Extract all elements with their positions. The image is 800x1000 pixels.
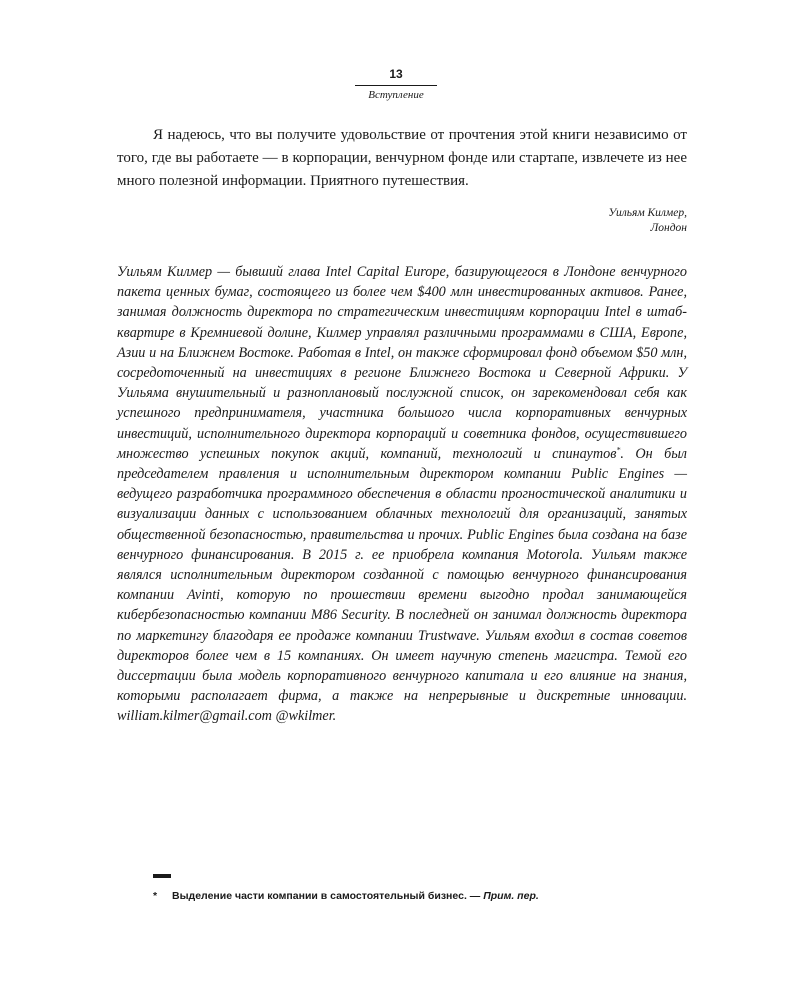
page-number: 13 [389,67,403,81]
intro-paragraph: Я надеюсь, что вы получите удовольствие от прочтения этой книги независимо от того, где вы работаете — в корпорации, венчурном фонде или стартапе, извлечете из нее много полезной информации. Приятного путешествия. [117,127,687,189]
page-header [355,66,437,102]
footnote-text: Выделение части компании в самостоятельный бизнес. — [172,890,481,902]
section-title: Вступление [368,89,424,101]
header-divider [355,85,437,86]
author-contact: william.kilmer@gmail.com @wkilmer. [117,708,337,725]
bio-text-part2: . Он был председателем правления и исполнительным директором компании Public Engines — ведущего разработчика программного обеспечения в области прогностической аналитики и визуализации данных с использованием облачных технологий для организаций, занятых общественной безопасностью, правительства и прочих. Public Engines была создана на базе венчурного финансирования. В 2015 г. ее приобрела компания Motorola. Уильям также являлся исполнительным директором созданной с помощью венчурного финансирования компании Avinti, которую по прошествии времени выгодно продал занимающейся кибербезопасностью компании M86 Security. В последней он занимал должность директора по маркетингу благодаря ее продаже компании Trustwave. Уильям входил в состав советов директоров более чем в 15 компаниях. Он имеет научную степень магистра. Темой его диссертации была модель корпоративного венчурного капитала и его влияние на знания, которыми располагает фирма, а также на непрерывные и дискретные инновации. [117,445,687,705]
author-signature [608,206,687,236]
footnote [153,888,693,904]
footnote-marker: * [153,890,158,902]
author-bio [117,262,687,727]
footnote-divider [153,874,171,878]
signature-city: Лондон [650,222,687,234]
translator-note: Прим. пер. [483,890,539,902]
bio-text-part1: Уильям Килмер — бывший глава Intel Capital Europe, базирующегося в Лондоне венчурного пакета ценных бумаг, состоящего из более чем $400 млн инвестированных активов. Ранее, занимая должность директора по стратегическим инвестициям корпорации Intel в штаб-квартире в Кремниевой долине, Килмер управлял различными программами в США, Европе, Азии и на Ближнем Востоке. Работая в Intel, он также сформировал фонд объемом $50 млн, сосредоточенный на инвестициях в регионе Ближнего Востока и Северной Африки. У Уильяма внушительный и разноплановый послужной список, он зарекомендовал себя как успешного предпринимателя, участника большого числа корпоративных венчурных инвестиций, исполнительного директора корпораций и советника фондов, осуществившего множество успешных покупок акций, компаний, технологий и спинаутов [117,264,687,462]
signature-name: Уильям Килмер, [608,207,687,219]
footnote-reference: * [616,445,621,455]
